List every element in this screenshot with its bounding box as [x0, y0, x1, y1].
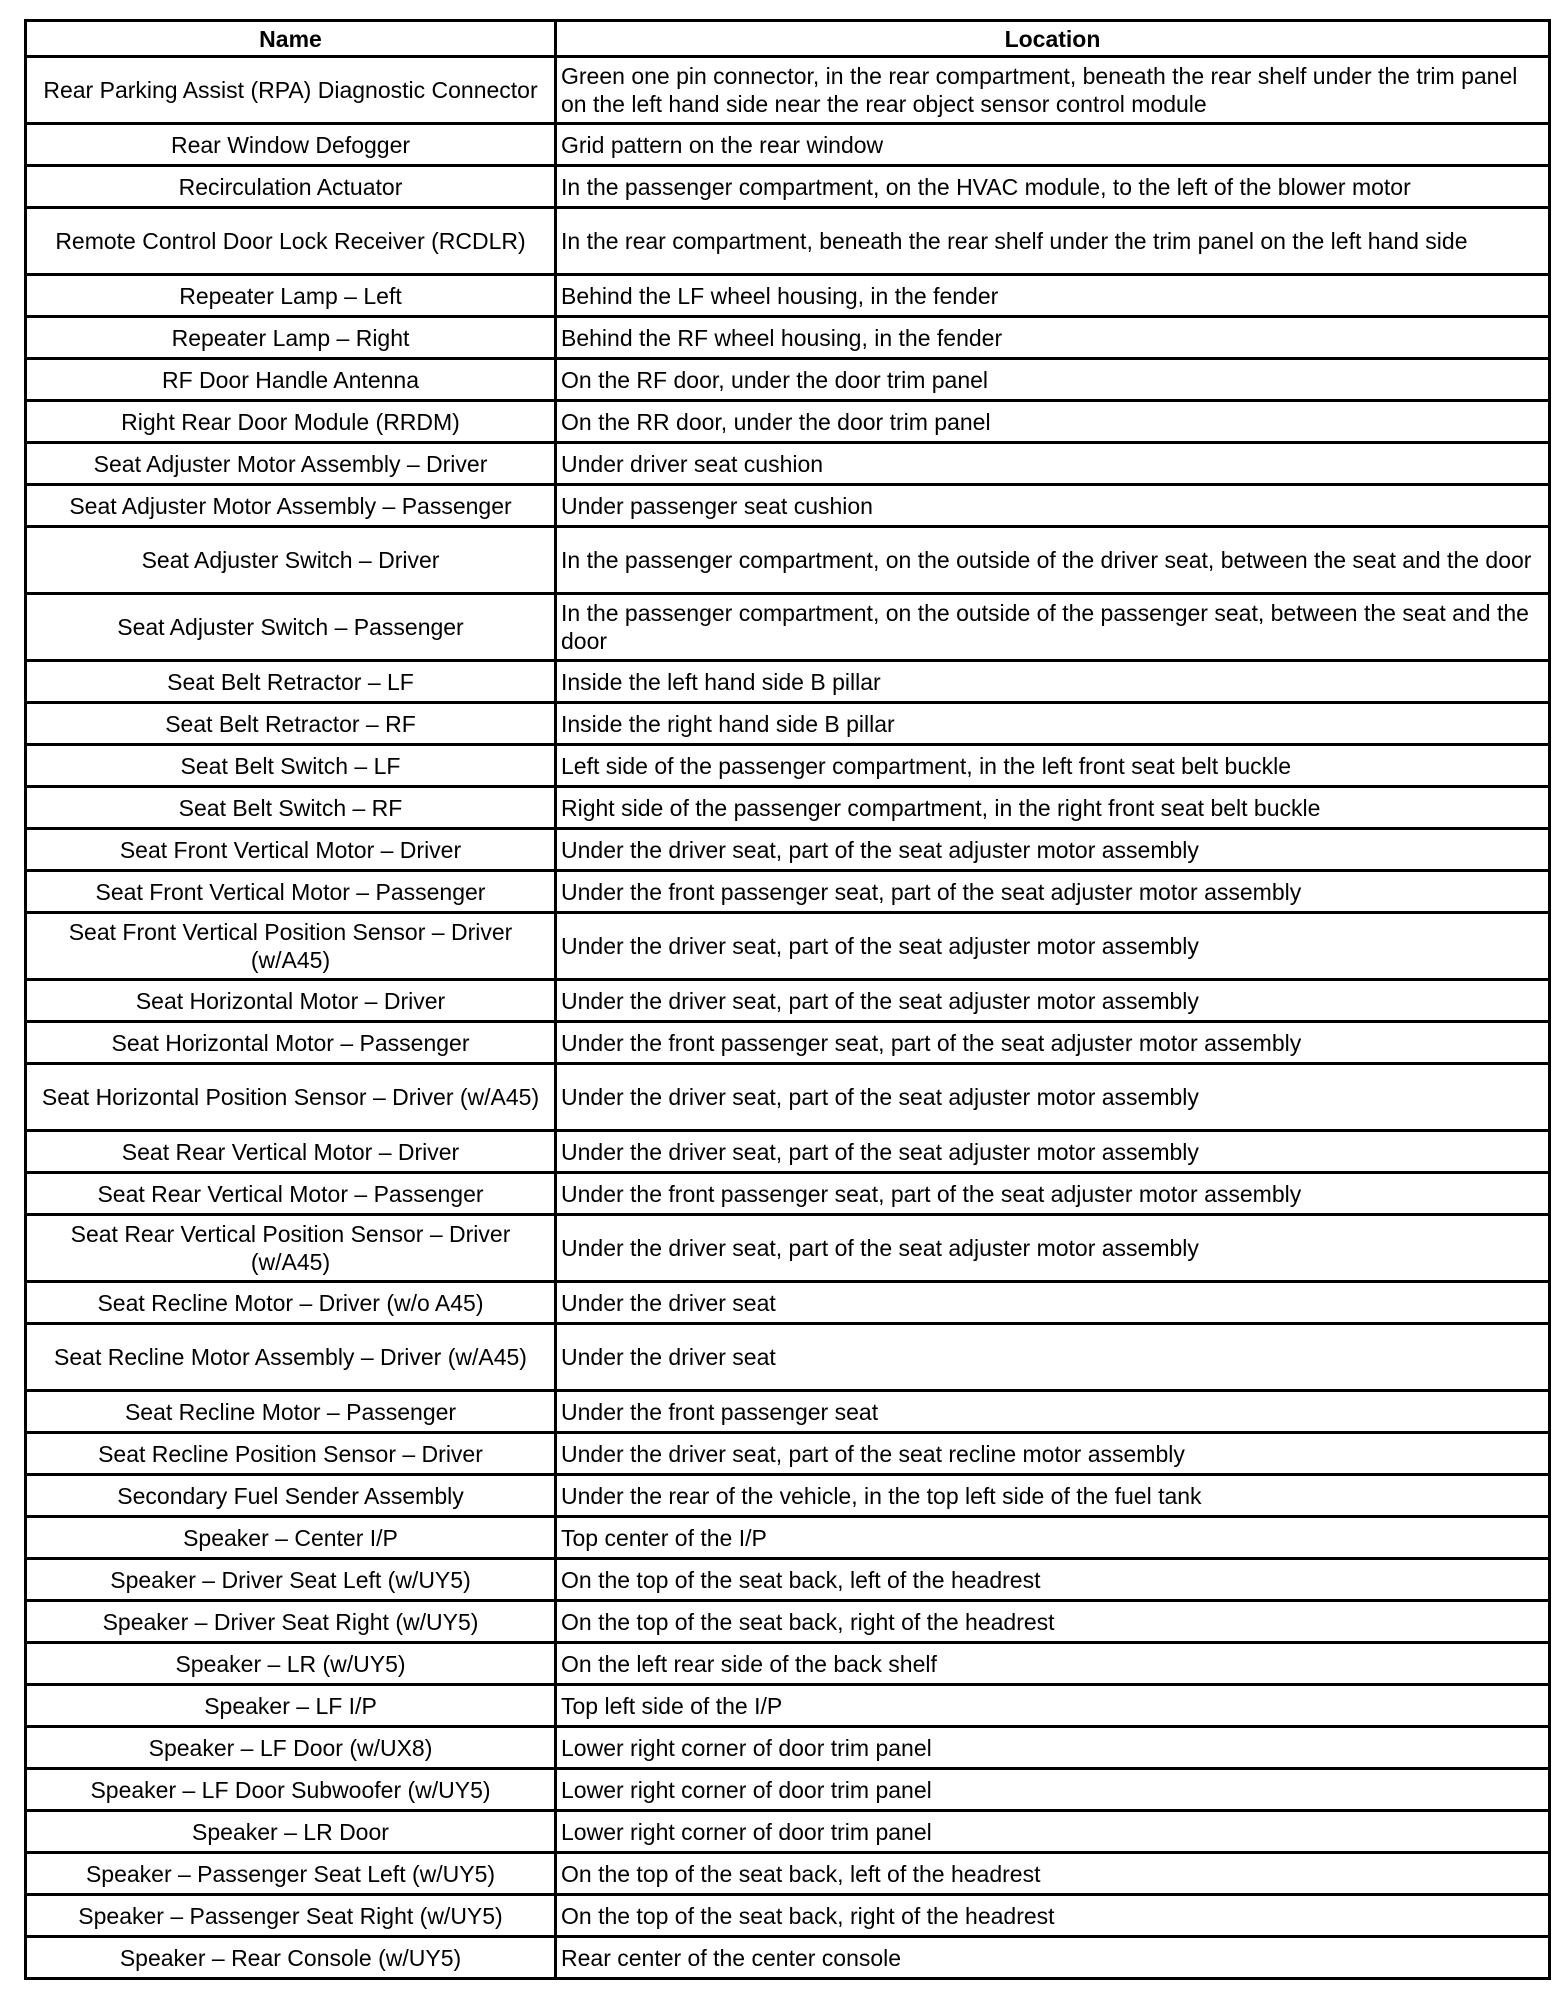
table-row [26, 443, 1550, 485]
location-column-header: Location [556, 21, 1550, 57]
component-location: Under the driver seat, part of the seat adjuster motor assembly [556, 829, 1550, 871]
component-name: Speaker – LR Door [26, 1811, 556, 1853]
component-name: Speaker – LF I/P [26, 1685, 556, 1727]
table-row [26, 124, 1550, 166]
table-row [26, 594, 1550, 661]
table-row [26, 57, 1550, 124]
component-location: In the rear compartment, beneath the rear shelf under the trim panel on the left hand side [556, 208, 1550, 275]
component-name: Speaker – Passenger Seat Right (w/UY5) [26, 1895, 556, 1937]
component-location: Under the driver seat, part of the seat adjuster motor assembly [556, 913, 1550, 980]
component-name: Speaker – Rear Console (w/UY5) [26, 1937, 556, 1979]
component-location: Inside the right hand side B pillar [556, 703, 1550, 745]
table-row [26, 1324, 1550, 1391]
component-location: On the top of the seat back, left of the headrest [556, 1559, 1550, 1601]
table-row [26, 1391, 1550, 1433]
table-row [26, 1937, 1550, 1979]
component-name: Seat Recline Position Sensor – Driver [26, 1433, 556, 1475]
component-location: Under passenger seat cushion [556, 485, 1550, 527]
component-name: Speaker – Driver Seat Left (w/UY5) [26, 1559, 556, 1601]
component-location: Under the driver seat, part of the seat adjuster motor assembly [556, 1131, 1550, 1173]
component-name: Seat Belt Retractor – LF [26, 661, 556, 703]
component-location: Top left side of the I/P [556, 1685, 1550, 1727]
component-name: Seat Front Vertical Motor – Driver [26, 829, 556, 871]
component-location: Green one pin connector, in the rear compartment, beneath the rear shelf under the trim panel on the left hand side near the rear object sensor control module [556, 57, 1550, 124]
component-name: Repeater Lamp – Left [26, 275, 556, 317]
component-name: Seat Recline Motor – Driver (w/o A45) [26, 1282, 556, 1324]
table-row [26, 1064, 1550, 1131]
component-name: RF Door Handle Antenna [26, 359, 556, 401]
table-row [26, 1769, 1550, 1811]
component-name: Secondary Fuel Sender Assembly [26, 1475, 556, 1517]
component-name: Repeater Lamp – Right [26, 317, 556, 359]
table-row [26, 527, 1550, 594]
table-row [26, 401, 1550, 443]
table-row [26, 1517, 1550, 1559]
component-name: Rear Window Defogger [26, 124, 556, 166]
table-row [26, 787, 1550, 829]
component-location: Under the driver seat, part of the seat adjuster motor assembly [556, 1215, 1550, 1282]
table-row [26, 1685, 1550, 1727]
component-name: Seat Recline Motor Assembly – Driver (w/A45) [26, 1324, 556, 1391]
component-name: Speaker – LR (w/UY5) [26, 1643, 556, 1685]
component-location: Behind the LF wheel housing, in the fender [556, 275, 1550, 317]
table-row [26, 745, 1550, 787]
component-name: Seat Recline Motor – Passenger [26, 1391, 556, 1433]
component-location: Under the driver seat [556, 1282, 1550, 1324]
component-location: On the top of the seat back, left of the headrest [556, 1853, 1550, 1895]
component-location: Under the front passenger seat, part of the seat adjuster motor assembly [556, 1173, 1550, 1215]
table-row [26, 871, 1550, 913]
table-row [26, 208, 1550, 275]
component-location: Top center of the I/P [556, 1517, 1550, 1559]
table-row [26, 1559, 1550, 1601]
component-name: Seat Belt Switch – RF [26, 787, 556, 829]
component-name: Seat Adjuster Motor Assembly – Passenger [26, 485, 556, 527]
component-location: In the passenger compartment, on the outside of the passenger seat, between the seat and the door [556, 594, 1550, 661]
table-row [26, 275, 1550, 317]
component-name: Seat Rear Vertical Motor – Driver [26, 1131, 556, 1173]
table-row [26, 485, 1550, 527]
component-name: Rear Parking Assist (RPA) Diagnostic Connector [26, 57, 556, 124]
table-row [26, 1173, 1550, 1215]
table-row [26, 1022, 1550, 1064]
component-location: Under driver seat cushion [556, 443, 1550, 485]
component-name: Remote Control Door Lock Receiver (RCDLR) [26, 208, 556, 275]
component-name: Speaker – Driver Seat Right (w/UY5) [26, 1601, 556, 1643]
component-location: Inside the left hand side B pillar [556, 661, 1550, 703]
component-name: Speaker – LF Door (w/UX8) [26, 1727, 556, 1769]
component-name: Seat Adjuster Switch – Driver [26, 527, 556, 594]
component-location: On the top of the seat back, right of the headrest [556, 1601, 1550, 1643]
table-row [26, 359, 1550, 401]
component-location: Lower right corner of door trim panel [556, 1727, 1550, 1769]
component-name: Seat Adjuster Switch – Passenger [26, 594, 556, 661]
table-row [26, 1131, 1550, 1173]
table-row [26, 703, 1550, 745]
component-location: Behind the RF wheel housing, in the fender [556, 317, 1550, 359]
table-row [26, 1727, 1550, 1769]
component-location: Under the front passenger seat, part of the seat adjuster motor assembly [556, 871, 1550, 913]
component-name: Seat Belt Retractor – RF [26, 703, 556, 745]
component-location: Grid pattern on the rear window [556, 124, 1550, 166]
component-name: Seat Horizontal Motor – Passenger [26, 1022, 556, 1064]
component-location: Under the driver seat, part of the seat recline motor assembly [556, 1433, 1550, 1475]
table-row [26, 1895, 1550, 1937]
component-name: Speaker – LF Door Subwoofer (w/UY5) [26, 1769, 556, 1811]
component-location: On the top of the seat back, right of the headrest [556, 1895, 1550, 1937]
component-name: Seat Front Vertical Position Sensor – Driver (w/A45) [26, 913, 556, 980]
table-row [26, 1433, 1550, 1475]
component-location: Under the front passenger seat [556, 1391, 1550, 1433]
component-location: Under the driver seat, part of the seat adjuster motor assembly [556, 980, 1550, 1022]
table-row [26, 317, 1550, 359]
component-name: Right Rear Door Module (RRDM) [26, 401, 556, 443]
component-location: On the RR door, under the door trim panel [556, 401, 1550, 443]
component-location: Under the rear of the vehicle, in the top left side of the fuel tank [556, 1475, 1550, 1517]
table-row [26, 1601, 1550, 1643]
component-location: Left side of the passenger compartment, in the left front seat belt buckle [556, 745, 1550, 787]
component-location: In the passenger compartment, on the HVAC module, to the left of the blower motor [556, 166, 1550, 208]
component-name: Seat Adjuster Motor Assembly – Driver [26, 443, 556, 485]
name-column-header: Name [26, 21, 556, 57]
component-name: Seat Belt Switch – LF [26, 745, 556, 787]
component-location-table [24, 19, 1551, 1980]
component-location: Rear center of the center console [556, 1937, 1550, 1979]
table-row [26, 829, 1550, 871]
component-name: Recirculation Actuator [26, 166, 556, 208]
table-row [26, 1811, 1550, 1853]
component-location: Under the driver seat, part of the seat adjuster motor assembly [556, 1064, 1550, 1131]
component-location: On the RF door, under the door trim panel [556, 359, 1550, 401]
table-row [26, 913, 1550, 980]
table-row [26, 1643, 1550, 1685]
header-row [26, 21, 1550, 57]
table-row [26, 1475, 1550, 1517]
table-row [26, 1853, 1550, 1895]
component-location: Lower right corner of door trim panel [556, 1811, 1550, 1853]
table-row [26, 166, 1550, 208]
component-location: In the passenger compartment, on the outside of the driver seat, between the seat and the door [556, 527, 1550, 594]
component-name: Seat Horizontal Motor – Driver [26, 980, 556, 1022]
component-name: Speaker – Passenger Seat Left (w/UY5) [26, 1853, 556, 1895]
component-location: Under the driver seat [556, 1324, 1550, 1391]
component-name: Seat Rear Vertical Motor – Passenger [26, 1173, 556, 1215]
table-row [26, 980, 1550, 1022]
component-location: Lower right corner of door trim panel [556, 1769, 1550, 1811]
component-name: Seat Horizontal Position Sensor – Driver (w/A45) [26, 1064, 556, 1131]
component-location: Under the front passenger seat, part of the seat adjuster motor assembly [556, 1022, 1550, 1064]
table-row [26, 661, 1550, 703]
component-location: Right side of the passenger compartment, in the right front seat belt buckle [556, 787, 1550, 829]
component-name: Seat Rear Vertical Position Sensor – Driver (w/A45) [26, 1215, 556, 1282]
component-location: On the left rear side of the back shelf [556, 1643, 1550, 1685]
component-name: Seat Front Vertical Motor – Passenger [26, 871, 556, 913]
table-row [26, 1282, 1550, 1324]
component-name: Speaker – Center I/P [26, 1517, 556, 1559]
table-row [26, 1215, 1550, 1282]
